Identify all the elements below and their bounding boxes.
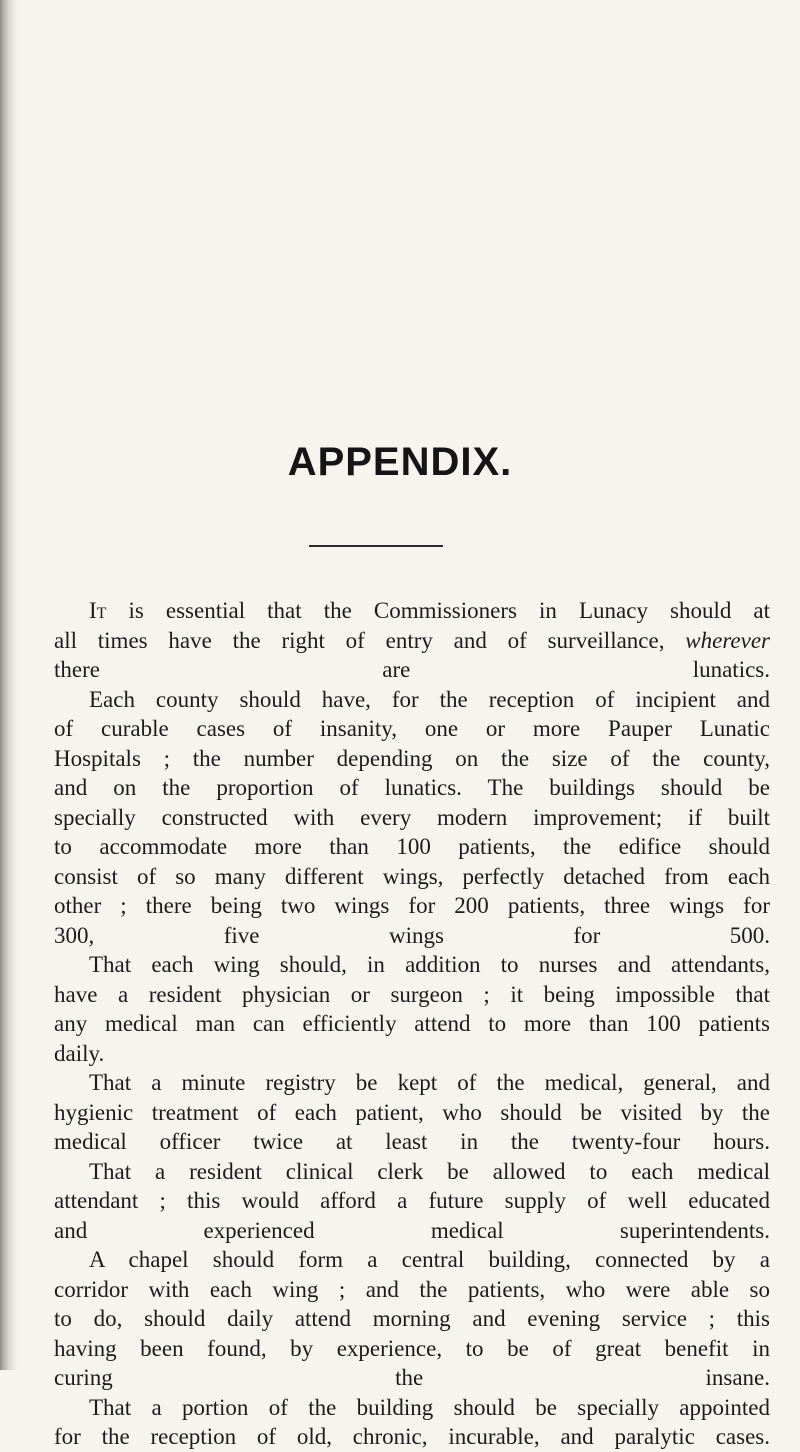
text-line (54, 596, 770, 626)
text-line: specially constructed with every modern improvement; if built (54, 804, 770, 830)
text-line: consist of so many different wings, perfectly detached from each (54, 863, 770, 889)
paragraph-registry (54, 1068, 770, 1157)
page-title: APPENDIX. (287, 440, 513, 484)
paragraph-chapel (54, 1245, 770, 1393)
title-rule (309, 545, 443, 547)
text-line: daily. (54, 1040, 105, 1066)
text-line: to do, should daily attend morning and evening service ; this (54, 1306, 770, 1331)
body-text (54, 596, 770, 1452)
emphasis-word: wherever (685, 627, 770, 653)
text-line: curing the insane. (54, 1365, 770, 1390)
text-line: and experienced medical superintendents. (54, 1217, 770, 1243)
text-line: there are lunatics. (54, 657, 770, 682)
text-line: Hospitals ; the number depending on the size of the county, (54, 745, 770, 771)
text-line: 300, five wings for 500. (54, 922, 770, 948)
paragraph-county-hospitals (54, 685, 770, 951)
text-line: attendant ; this would afford a future supply of well educated (54, 1188, 770, 1213)
page-binding-edge (0, 0, 18, 1370)
text-line: That each wing should, in addition to nurses and attendants, (89, 952, 770, 977)
paragraph-clinical-clerk (54, 1157, 770, 1246)
text-line: That a resident clinical clerk be allowed to each medical (89, 1158, 770, 1184)
text-line: any medical man can efficiently attend to more than 100 patients (54, 1011, 770, 1036)
drop-word: It (89, 598, 107, 623)
text-line (54, 626, 770, 656)
text-line: have a resident physician or surgeon ; it being impossible that (54, 981, 770, 1007)
text-line: medical officer twice at least in the twenty-four hours. (54, 1129, 770, 1154)
line-text: is essential that the Commissioners in Lunacy should at (106, 598, 770, 623)
text-line: That a minute registry be kept of the medical, general, and (89, 1070, 770, 1095)
text-line: That a portion of the building should be specially appointed (89, 1394, 770, 1420)
text-line: A chapel should form a central building, connected by a (89, 1247, 770, 1272)
text-line: corridor with each wing ; and the patients, who were able so (54, 1276, 770, 1302)
paragraph-chronic-cases (54, 1393, 770, 1452)
text-line: and on the proportion of lunatics. The buildings should be (54, 775, 770, 800)
text-line: for the reception of old, chronic, incurable, and paralytic cases. (54, 1424, 770, 1449)
paragraph-resident-physician (54, 950, 770, 1068)
text-line: other ; there being two wings for 200 patients, three wings for (54, 893, 770, 918)
text-line: to accommodate more than 100 patients, the edifice should (54, 834, 770, 859)
text-line: hygienic treatment of each patient, who should be visited by the (54, 1099, 770, 1125)
text-line: of curable cases of insanity, one or more Pauper Lunatic (54, 716, 770, 741)
text-line: having been found, by experience, to be of great benefit in (54, 1335, 770, 1361)
text-line: Each county should have, for the reception of incipient and (89, 686, 770, 712)
line-text: all times have the right of entry and of surveillance, (54, 627, 686, 653)
paragraph-commissioners (54, 596, 770, 685)
